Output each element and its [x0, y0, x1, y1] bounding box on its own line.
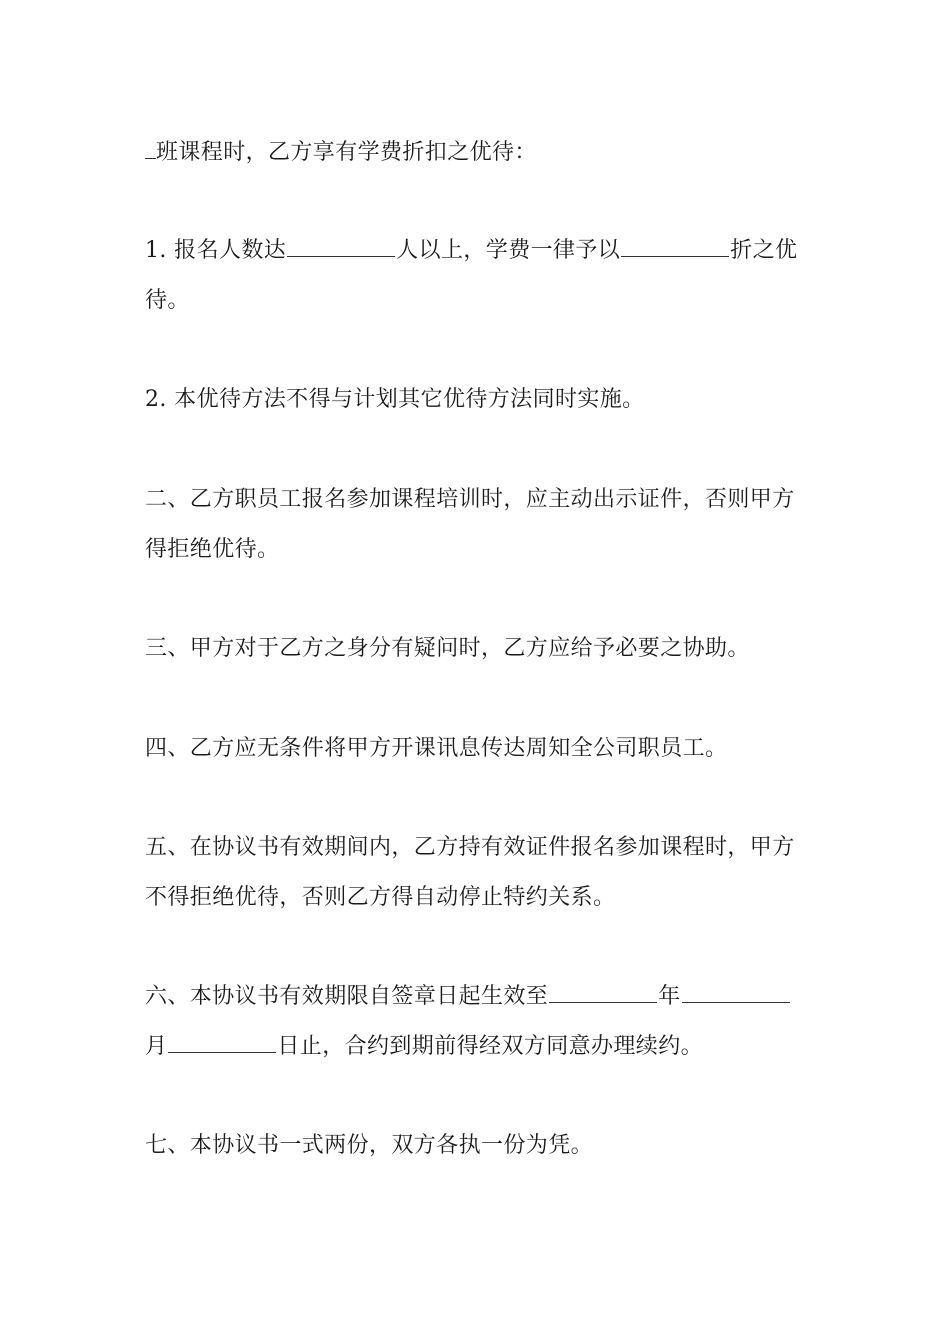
- text: 1. 报名人数达: [145, 238, 287, 263]
- line: 得拒绝优待。: [145, 537, 280, 562]
- blank-line: [168, 1051, 276, 1053]
- line: 不得拒绝优待，否则乙方得自动停止特约关系。: [145, 885, 616, 910]
- paragraph-clause-2: [145, 475, 810, 575]
- line: 三、甲方对于乙方之身分有疑问时，乙方应给予必要之协助。: [145, 636, 750, 661]
- paragraph-clause-4: [145, 724, 810, 774]
- blank-line: [549, 1001, 657, 1003]
- paragraph-clause-3: [145, 624, 810, 674]
- line: [145, 972, 810, 1022]
- paragraph-clause-5: [145, 823, 810, 923]
- text: 年: [658, 984, 681, 1009]
- blank-line: [621, 255, 729, 257]
- text: 人以上，学费一律予以: [396, 238, 621, 263]
- line: 二、乙方职员工报名参加课程培训时，应主动出示证件，否则甲方: [145, 487, 795, 512]
- line: 2. 本优待方法不得与计划其它优待方法同时实施。: [145, 387, 645, 412]
- paragraph-clause-6: [145, 972, 810, 1072]
- text: 月: [145, 1034, 168, 1059]
- blank-line: [145, 157, 156, 159]
- paragraph-item-2: [145, 375, 810, 425]
- line: 待。: [145, 288, 190, 313]
- line: [145, 1022, 810, 1072]
- line: [145, 226, 810, 276]
- text: 六、本协议书有效期限自签章日起生效至: [145, 984, 549, 1009]
- text: 班课程时，乙方享有学费折扣之优待：: [156, 140, 537, 165]
- line: 七、本协议书一式两份，双方各执一份为凭。: [145, 1133, 594, 1158]
- text: 日止，合约到期前得经双方同意办理续约。: [277, 1034, 704, 1059]
- paragraph-discount-intro: [145, 128, 810, 178]
- line: [145, 128, 810, 178]
- text: 折之优: [730, 238, 798, 263]
- paragraph-clause-7: [145, 1121, 810, 1171]
- blank-line: [682, 1001, 790, 1003]
- paragraph-item-1: [145, 226, 810, 326]
- line: 五、在协议书有效期间内，乙方持有效证件报名参加课程时，甲方: [145, 835, 795, 860]
- blank-line: [287, 255, 395, 257]
- line: 四、乙方应无条件将甲方开课讯息传达周知全公司职员工。: [145, 736, 728, 761]
